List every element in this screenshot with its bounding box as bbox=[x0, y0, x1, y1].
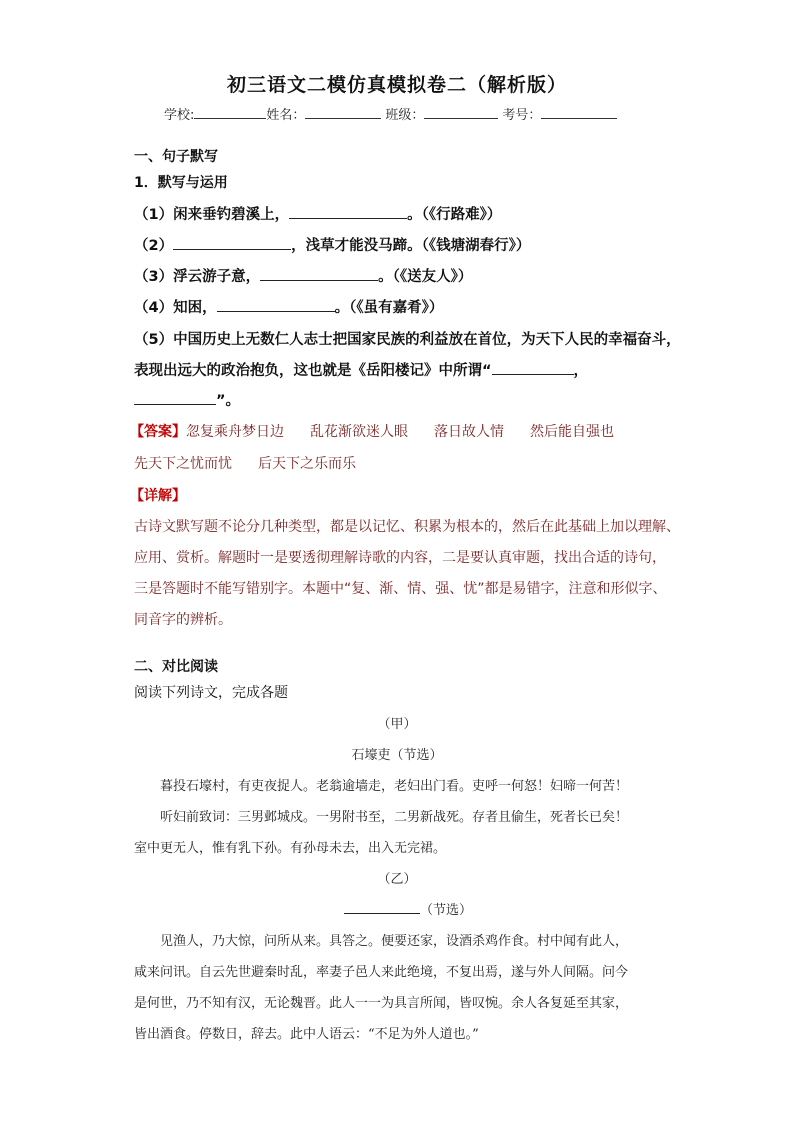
answer-1: 忽复乘舟梦日边 bbox=[186, 424, 284, 440]
section1-heading: 一、句子默写 bbox=[134, 149, 218, 165]
page-title: 初三语文二模仿真模拟卷二（解析版） bbox=[226, 74, 567, 96]
student-info-line bbox=[164, 104, 617, 123]
detail-label: 【详解】 bbox=[130, 488, 186, 504]
fill-item-5-line2 bbox=[134, 359, 588, 380]
fill-item-1-prefix: （1）闲来垂钓碧溪上， bbox=[134, 207, 290, 223]
section2-heading: 二、对比阅读 bbox=[134, 659, 218, 675]
detail-line: 古诗文默写题不论分几种类型，都是以记忆、积累为根本的，然后在此基础上加以理解、 bbox=[134, 519, 680, 535]
part-b-line: 皆出酒食。停数日，辞去。此中人语云：“不足为外人道也。” bbox=[134, 1027, 479, 1042]
answer-line-2 bbox=[134, 453, 356, 473]
detail-line: 三是答题时不能写错别字。本题中“复、渐、情、强、忧”都是易错字，注意和形似字、 bbox=[134, 581, 667, 597]
part-b-line: 是何世，乃不知有汉，无论魏晋。此人一一为具言所闻，皆叹惋。余人各复延至其家， bbox=[134, 996, 629, 1011]
part-b-title bbox=[344, 899, 472, 918]
answer-4: 然后能自强也 bbox=[530, 424, 614, 440]
answer-2: 乱花渐欲迷人眼 bbox=[310, 424, 408, 440]
detail-line: 应用、赏析。解题时一是要透彻理解诗歌的内容，二是要认真审题，找出合适的诗句， bbox=[134, 550, 666, 566]
answer-3: 落日故人情 bbox=[434, 424, 504, 440]
fill-blank-1[interactable] bbox=[289, 206, 407, 219]
answer-5: 先天下之忧而忧 bbox=[134, 456, 232, 472]
school-blank[interactable] bbox=[194, 106, 266, 119]
fill-blank-5a[interactable] bbox=[492, 362, 574, 375]
detail-line: 同音字的辨析。 bbox=[134, 612, 232, 628]
name-blank[interactable] bbox=[305, 106, 381, 119]
answer-line-1 bbox=[130, 421, 614, 441]
part-b-line: 见渔人，乃大惊，问所从来。具答之。便要还家，设酒杀鸡作食。村中闻有此人， bbox=[160, 934, 629, 949]
fill-item-5-line3 bbox=[134, 389, 240, 410]
section2-instruction: 阅读下列诗文，完成各题 bbox=[134, 685, 288, 701]
fill-item-5-line1: （5）中国历史上无数仁人志士把国家民族的利益放在首位，为天下人民的幸福奋斗， bbox=[134, 332, 681, 348]
answer-label: 【答案】 bbox=[130, 424, 186, 440]
number-blank[interactable] bbox=[541, 106, 617, 119]
part-b-title-blank[interactable] bbox=[344, 901, 420, 914]
fill-blank-2[interactable] bbox=[173, 237, 291, 250]
class-blank[interactable] bbox=[424, 106, 498, 119]
part-a-title: 石壕吏（节选） bbox=[351, 748, 443, 763]
part-a-line: 暮投石壕村，有吏夜捉人。老翁逾墙走，老妇出门看。吏呼一何怒！妇啼一何苦！ bbox=[160, 779, 629, 794]
fill-item-2-prefix: （2） bbox=[134, 238, 174, 254]
name-label: 姓名： bbox=[266, 108, 306, 123]
part-b-title-suffix: （节选） bbox=[420, 903, 473, 918]
question1-title: 1．默写与运用 bbox=[134, 175, 228, 191]
fill-blank-4[interactable] bbox=[217, 299, 335, 312]
part-b-label: （乙） bbox=[377, 872, 417, 887]
fill-blank-5b[interactable] bbox=[134, 392, 216, 405]
fill-item-1-suffix: 。（《行路难》） bbox=[407, 207, 502, 223]
fill-item-3-suffix: 。（《送友人》） bbox=[378, 269, 473, 285]
fill-item-4 bbox=[134, 296, 443, 317]
fill-item-2-suffix: ，浅草才能没马蹄。（《钱塘湖春行》） bbox=[291, 238, 531, 254]
fill-item-1 bbox=[134, 203, 501, 224]
fill-item-3-prefix: （3）浮云游子意， bbox=[134, 269, 261, 285]
part-b-line: 咸来问讯。自云先世避秦时乱，率妻子邑人来此绝境，不复出焉，遂与外人间隔。问今 bbox=[134, 965, 629, 980]
fill-blank-3[interactable] bbox=[260, 268, 378, 281]
fill-item-3 bbox=[134, 265, 472, 286]
class-label: 班级： bbox=[385, 108, 425, 123]
answer-6: 后天下之乐而乐 bbox=[258, 456, 356, 472]
part-a-line: 室中更无人，惟有乳下孙。有孙母未去，出入无完裙。 bbox=[134, 841, 447, 856]
fill-item-4-prefix: （4）知困， bbox=[134, 300, 217, 316]
fill-item-2 bbox=[134, 234, 530, 255]
fill-item-5-prefix: 表现出远大的政治抱负，这也就是《岳阳楼记》中所谓“ bbox=[134, 363, 492, 379]
fill-item-4-suffix: 。（《虽有嘉肴》） bbox=[334, 300, 444, 316]
fill-item-5-comma: ， bbox=[573, 363, 589, 379]
school-label: 学校: bbox=[164, 108, 195, 123]
part-a-line: 听妇前致词：三男邺城戍。一男附书至，二男新战死。存者且偷生，死者长已矣！ bbox=[160, 810, 629, 825]
part-a-label: （甲） bbox=[377, 717, 417, 732]
fill-item-5-suffix: ”。 bbox=[216, 393, 241, 409]
number-label: 考号： bbox=[502, 108, 542, 123]
